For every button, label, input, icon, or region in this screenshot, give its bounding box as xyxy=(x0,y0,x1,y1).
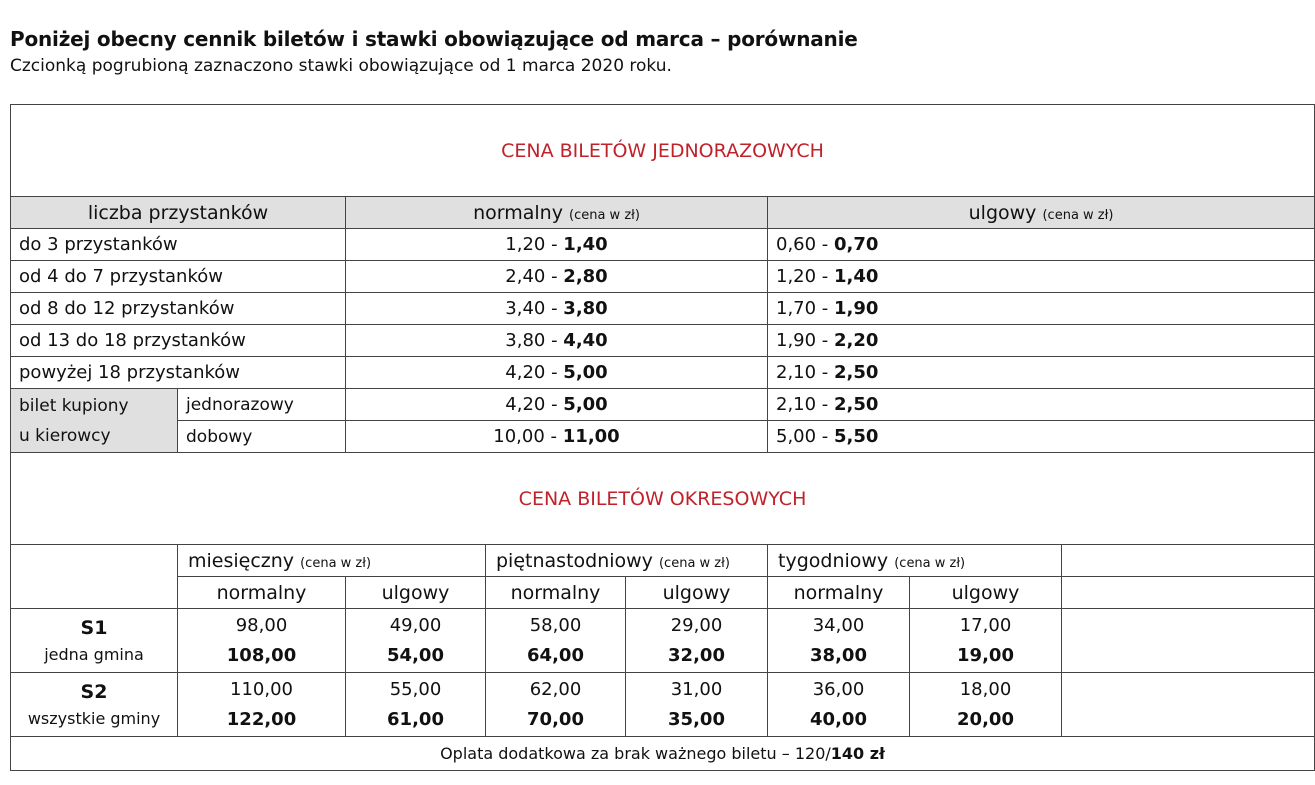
price-cell: 49,00 54,00 xyxy=(346,609,486,673)
period-header-monthly: miesięczny (cena w zł) xyxy=(178,545,486,577)
single-header-row xyxy=(11,197,1315,229)
table-row xyxy=(11,389,1315,421)
table-row xyxy=(11,421,1315,453)
reduced-price: 2,10 - 2,50 xyxy=(768,357,1315,389)
col-stops-header: liczba przystanków xyxy=(11,197,346,229)
stops-label: do 3 przystanków xyxy=(11,229,346,261)
single-section-title: CENA BILETÓW JEDNORAZOWYCH xyxy=(11,105,1315,197)
price-cell: 110,00 122,00 xyxy=(178,673,346,737)
periodic-subheader-row xyxy=(11,577,1315,609)
sub-header-filler xyxy=(1062,577,1315,609)
normal-price: 4,20 - 5,00 xyxy=(346,357,768,389)
stops-label: od 13 do 18 przystanków xyxy=(11,325,346,357)
sub-header-normal: normalny xyxy=(768,577,910,609)
stops-label: powyżej 18 przystanków xyxy=(11,357,346,389)
col-normal-header: normalny (cena w zł) xyxy=(346,197,768,229)
price-cell: 62,00 70,00 xyxy=(486,673,626,737)
driver-ticket-type: dobowy xyxy=(178,421,346,453)
sub-header-reduced: ulgowy xyxy=(346,577,486,609)
sub-header-reduced: ulgowy xyxy=(626,577,768,609)
price-cell: 58,00 64,00 xyxy=(486,609,626,673)
price-cell: 17,00 19,00 xyxy=(910,609,1062,673)
reduced-price: 5,00 - 5,50 xyxy=(768,421,1315,453)
empty-corner xyxy=(11,545,178,609)
page-subtitle: Czcionką pogrubioną zaznaczono stawki obowiązujące od 1 marca 2020 roku. xyxy=(10,56,672,76)
price-cell: 34,00 38,00 xyxy=(768,609,910,673)
sub-header-normal: normalny xyxy=(178,577,346,609)
price-cell: 18,00 20,00 xyxy=(910,673,1062,737)
row-filler xyxy=(1062,673,1315,737)
periodic-section-row xyxy=(11,453,1315,545)
reduced-price: 1,70 - 1,90 xyxy=(768,293,1315,325)
reduced-price: 0,60 - 0,70 xyxy=(768,229,1315,261)
table-row xyxy=(11,609,1315,673)
price-cell: 55,00 61,00 xyxy=(346,673,486,737)
normal-price: 3,40 - 3,80 xyxy=(346,293,768,325)
table-row xyxy=(11,357,1315,389)
stops-label: od 4 do 7 przystanków xyxy=(11,261,346,293)
periodic-section-title: CENA BILETÓW OKRESOWYCH xyxy=(11,453,1315,545)
price-table xyxy=(10,104,1315,771)
period-header-weekly: tygodniowy (cena w zł) xyxy=(768,545,1062,577)
single-section-row xyxy=(11,105,1315,197)
row-filler xyxy=(1062,609,1315,673)
zone-label: S1 jedna gmina xyxy=(11,609,178,673)
sub-header-reduced: ulgowy xyxy=(910,577,1062,609)
page-header xyxy=(10,26,858,78)
zone-label: S2 wszystkie gminy xyxy=(11,673,178,737)
price-cell: 29,00 32,00 xyxy=(626,609,768,673)
reduced-price: 2,10 - 2,50 xyxy=(768,389,1315,421)
driver-ticket-label: bilet kupiony u kierowcy xyxy=(11,389,178,453)
price-cell: 31,00 35,00 xyxy=(626,673,768,737)
table-row xyxy=(11,325,1315,357)
period-header-filler xyxy=(1062,545,1315,577)
table-row xyxy=(11,261,1315,293)
period-header-fifteen-day: piętnastodniowy (cena w zł) xyxy=(486,545,768,577)
reduced-price: 1,90 - 2,20 xyxy=(768,325,1315,357)
page-title: Poniżej obecny cennik biletów i stawki obowiązujące od marca – porównanie xyxy=(10,27,858,51)
normal-price: 1,20 - 1,40 xyxy=(346,229,768,261)
normal-price: 3,80 - 4,40 xyxy=(346,325,768,357)
driver-ticket-type: jednorazowy xyxy=(178,389,346,421)
stops-label: od 8 do 12 przystanków xyxy=(11,293,346,325)
footer-row xyxy=(11,737,1315,771)
normal-price: 10,00 - 11,00 xyxy=(346,421,768,453)
price-cell: 98,00 108,00 xyxy=(178,609,346,673)
penalty-note: Oplata dodatkowa za brak ważnego biletu – 120/140 zł xyxy=(11,737,1315,771)
normal-price: 4,20 - 5,00 xyxy=(346,389,768,421)
reduced-price: 1,20 - 1,40 xyxy=(768,261,1315,293)
table-row xyxy=(11,229,1315,261)
sub-header-normal: normalny xyxy=(486,577,626,609)
table-row xyxy=(11,673,1315,737)
price-cell: 36,00 40,00 xyxy=(768,673,910,737)
table-row xyxy=(11,293,1315,325)
periodic-header-row xyxy=(11,545,1315,577)
col-reduced-header: ulgowy (cena w zł) xyxy=(768,197,1315,229)
normal-price: 2,40 - 2,80 xyxy=(346,261,768,293)
